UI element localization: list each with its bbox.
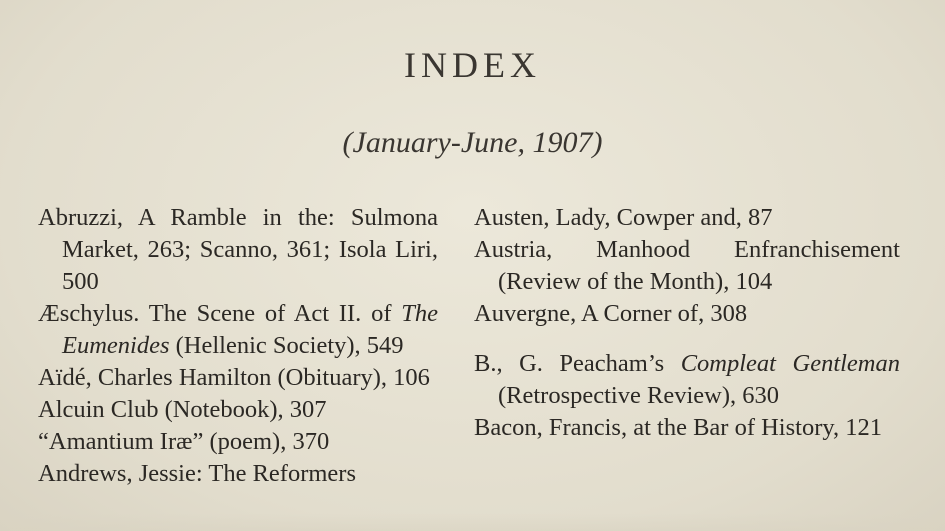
entry-text: (Hellenic Society), 549 (169, 332, 404, 359)
index-column-left (38, 202, 438, 490)
index-column-right (474, 202, 900, 444)
index-entry (38, 298, 438, 362)
entry-title-italic: Compleat Gentleman (680, 350, 900, 377)
page-title: INDEX (404, 45, 541, 85)
index-entry: Bacon, Francis, at the Bar of History, 121 (474, 414, 883, 441)
entry-text: B., G. Peacham’s (474, 350, 681, 377)
page-edge-shadow (0, 513, 945, 531)
date-range-subtitle: (January-June, 1907) (342, 126, 603, 159)
index-entry: Alcuin Club (Notebook), 307 (38, 396, 327, 423)
index-entry: Austria, Manhood Enfranchisement (Review of the Month), 104 (474, 236, 900, 295)
entry-text: (Retrospective Review), 630 (498, 382, 779, 409)
index-entry: Auvergne, A Corner of, 308 (474, 300, 748, 327)
index-entry: Abruzzi, A Ramble in the: Sulmona Market, 263; Scanno, 361; Isola Liri, 500 (38, 204, 438, 295)
index-entry: “Amantium Iræ” (poem), 370 (38, 428, 330, 455)
index-entry: Andrews, Jessie: The Reformers (38, 460, 356, 487)
index-entry (474, 348, 900, 412)
index-entry: Austen, Lady, Cowper and, 87 (474, 204, 773, 231)
index-entry: Aïdé, Charles Hamilton (Obituary), 106 (38, 364, 430, 391)
entry-text: Æschylus. The Scene of Act II. of (38, 300, 402, 327)
entry-title-italic: The Eumenides (62, 300, 438, 359)
entry-spacer (474, 330, 900, 348)
